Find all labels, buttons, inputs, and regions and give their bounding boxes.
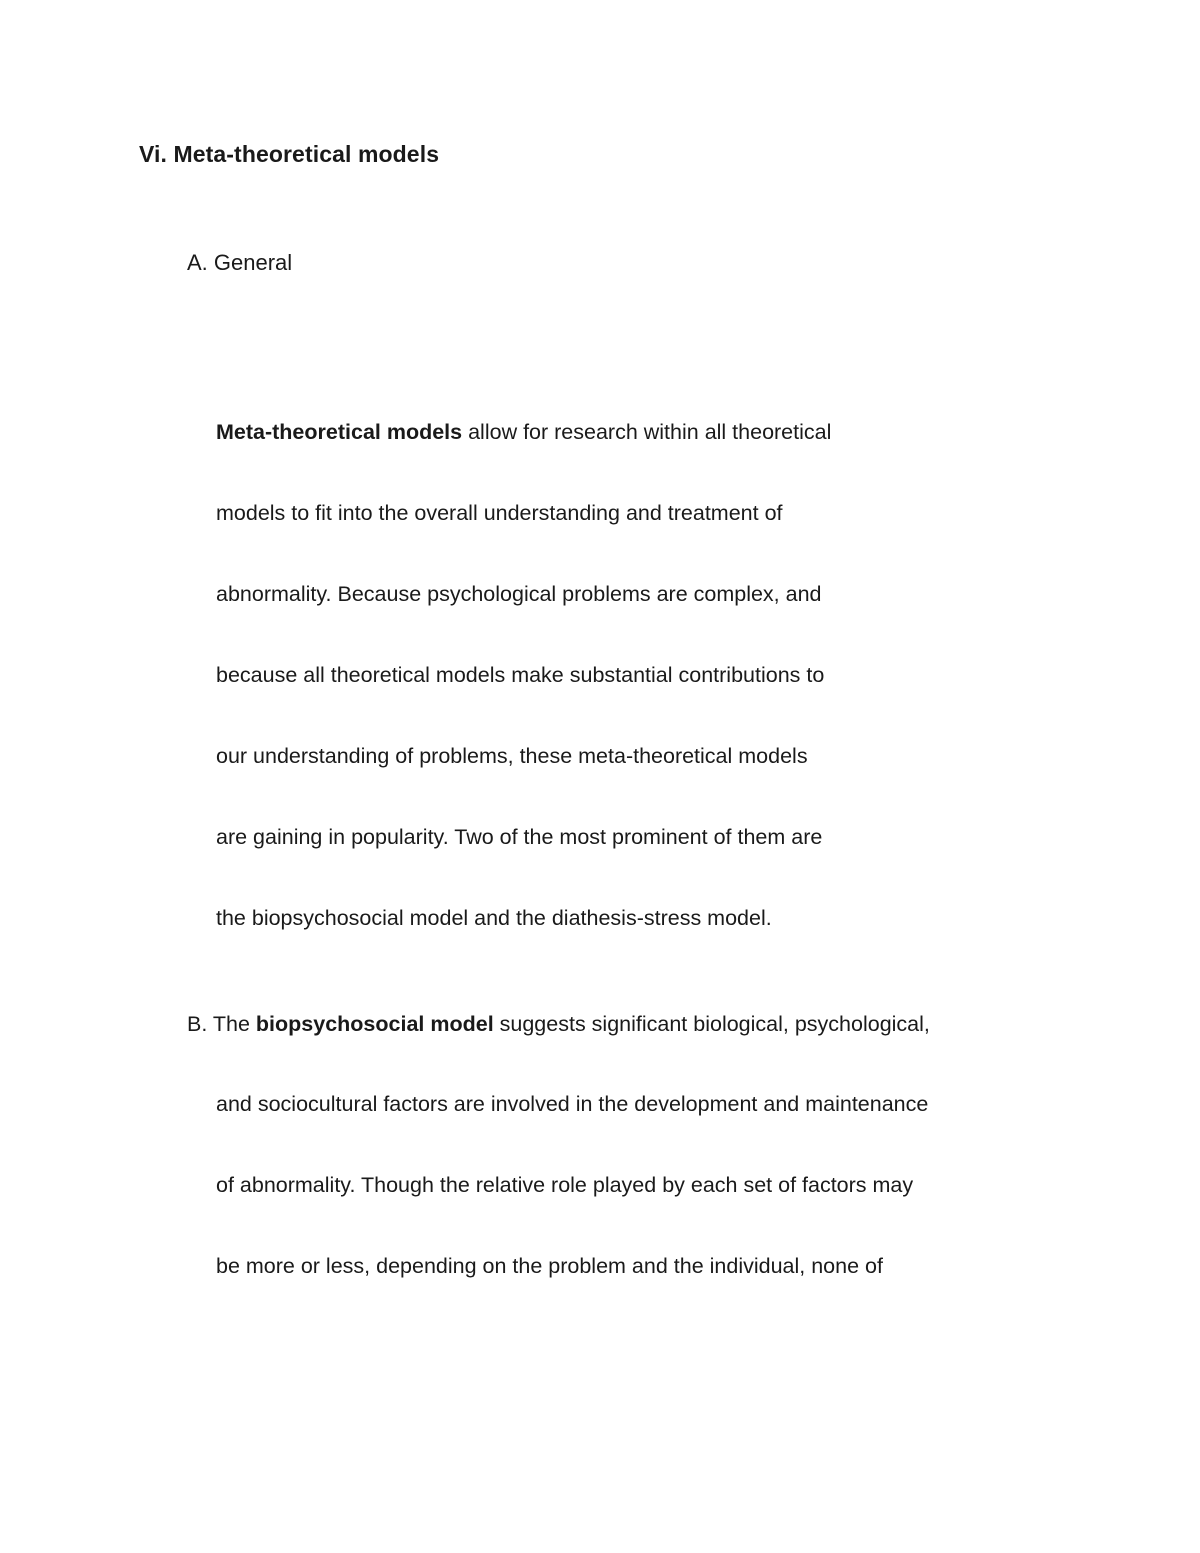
paragraph-b-line-1 — [187, 1010, 930, 1038]
subsection-a-label: A. General — [187, 250, 293, 275]
paragraph-b-line-2: and sociocultural factors are involved in the development and maintenance — [216, 1092, 929, 1116]
paragraph-a-line-7: the biopsychosocial model and the diathesis-stress model. — [216, 906, 772, 930]
paragraph-a-line-4: because all theoretical models make substantial contributions to — [216, 663, 825, 687]
paragraph-a-line-6: are gaining in popularity. Two of the most prominent of them are — [216, 825, 823, 849]
paragraph-a-line-1 — [216, 418, 831, 446]
term-biopsychosocial-model: biopsychosocial model — [255, 1012, 494, 1036]
paragraph-b-line-1-text: suggests significant biological, psychological, — [493, 1012, 930, 1036]
section-heading: Vi. Meta-theoretical models — [139, 141, 440, 167]
subsection-b-marker: B. The — [187, 1012, 256, 1036]
term-meta-theoretical-models: Meta-theoretical models — [216, 420, 463, 444]
paragraph-b-line-3: of abnormality. Though the relative role played by each set of factors may — [216, 1173, 914, 1197]
paragraph-a-line-2: models to fit into the overall understanding and treatment of — [216, 501, 783, 525]
paragraph-a-line-5: our understanding of problems, these meta-theoretical models — [216, 744, 808, 768]
paragraph-a-line-3: abnormality. Because psychological problems are complex, and — [216, 582, 822, 606]
paragraph-b-line-4: be more or less, depending on the problem and the individual, none of — [216, 1254, 883, 1278]
paragraph-a-line-1-text: allow for research within all theoretical — [462, 420, 832, 444]
